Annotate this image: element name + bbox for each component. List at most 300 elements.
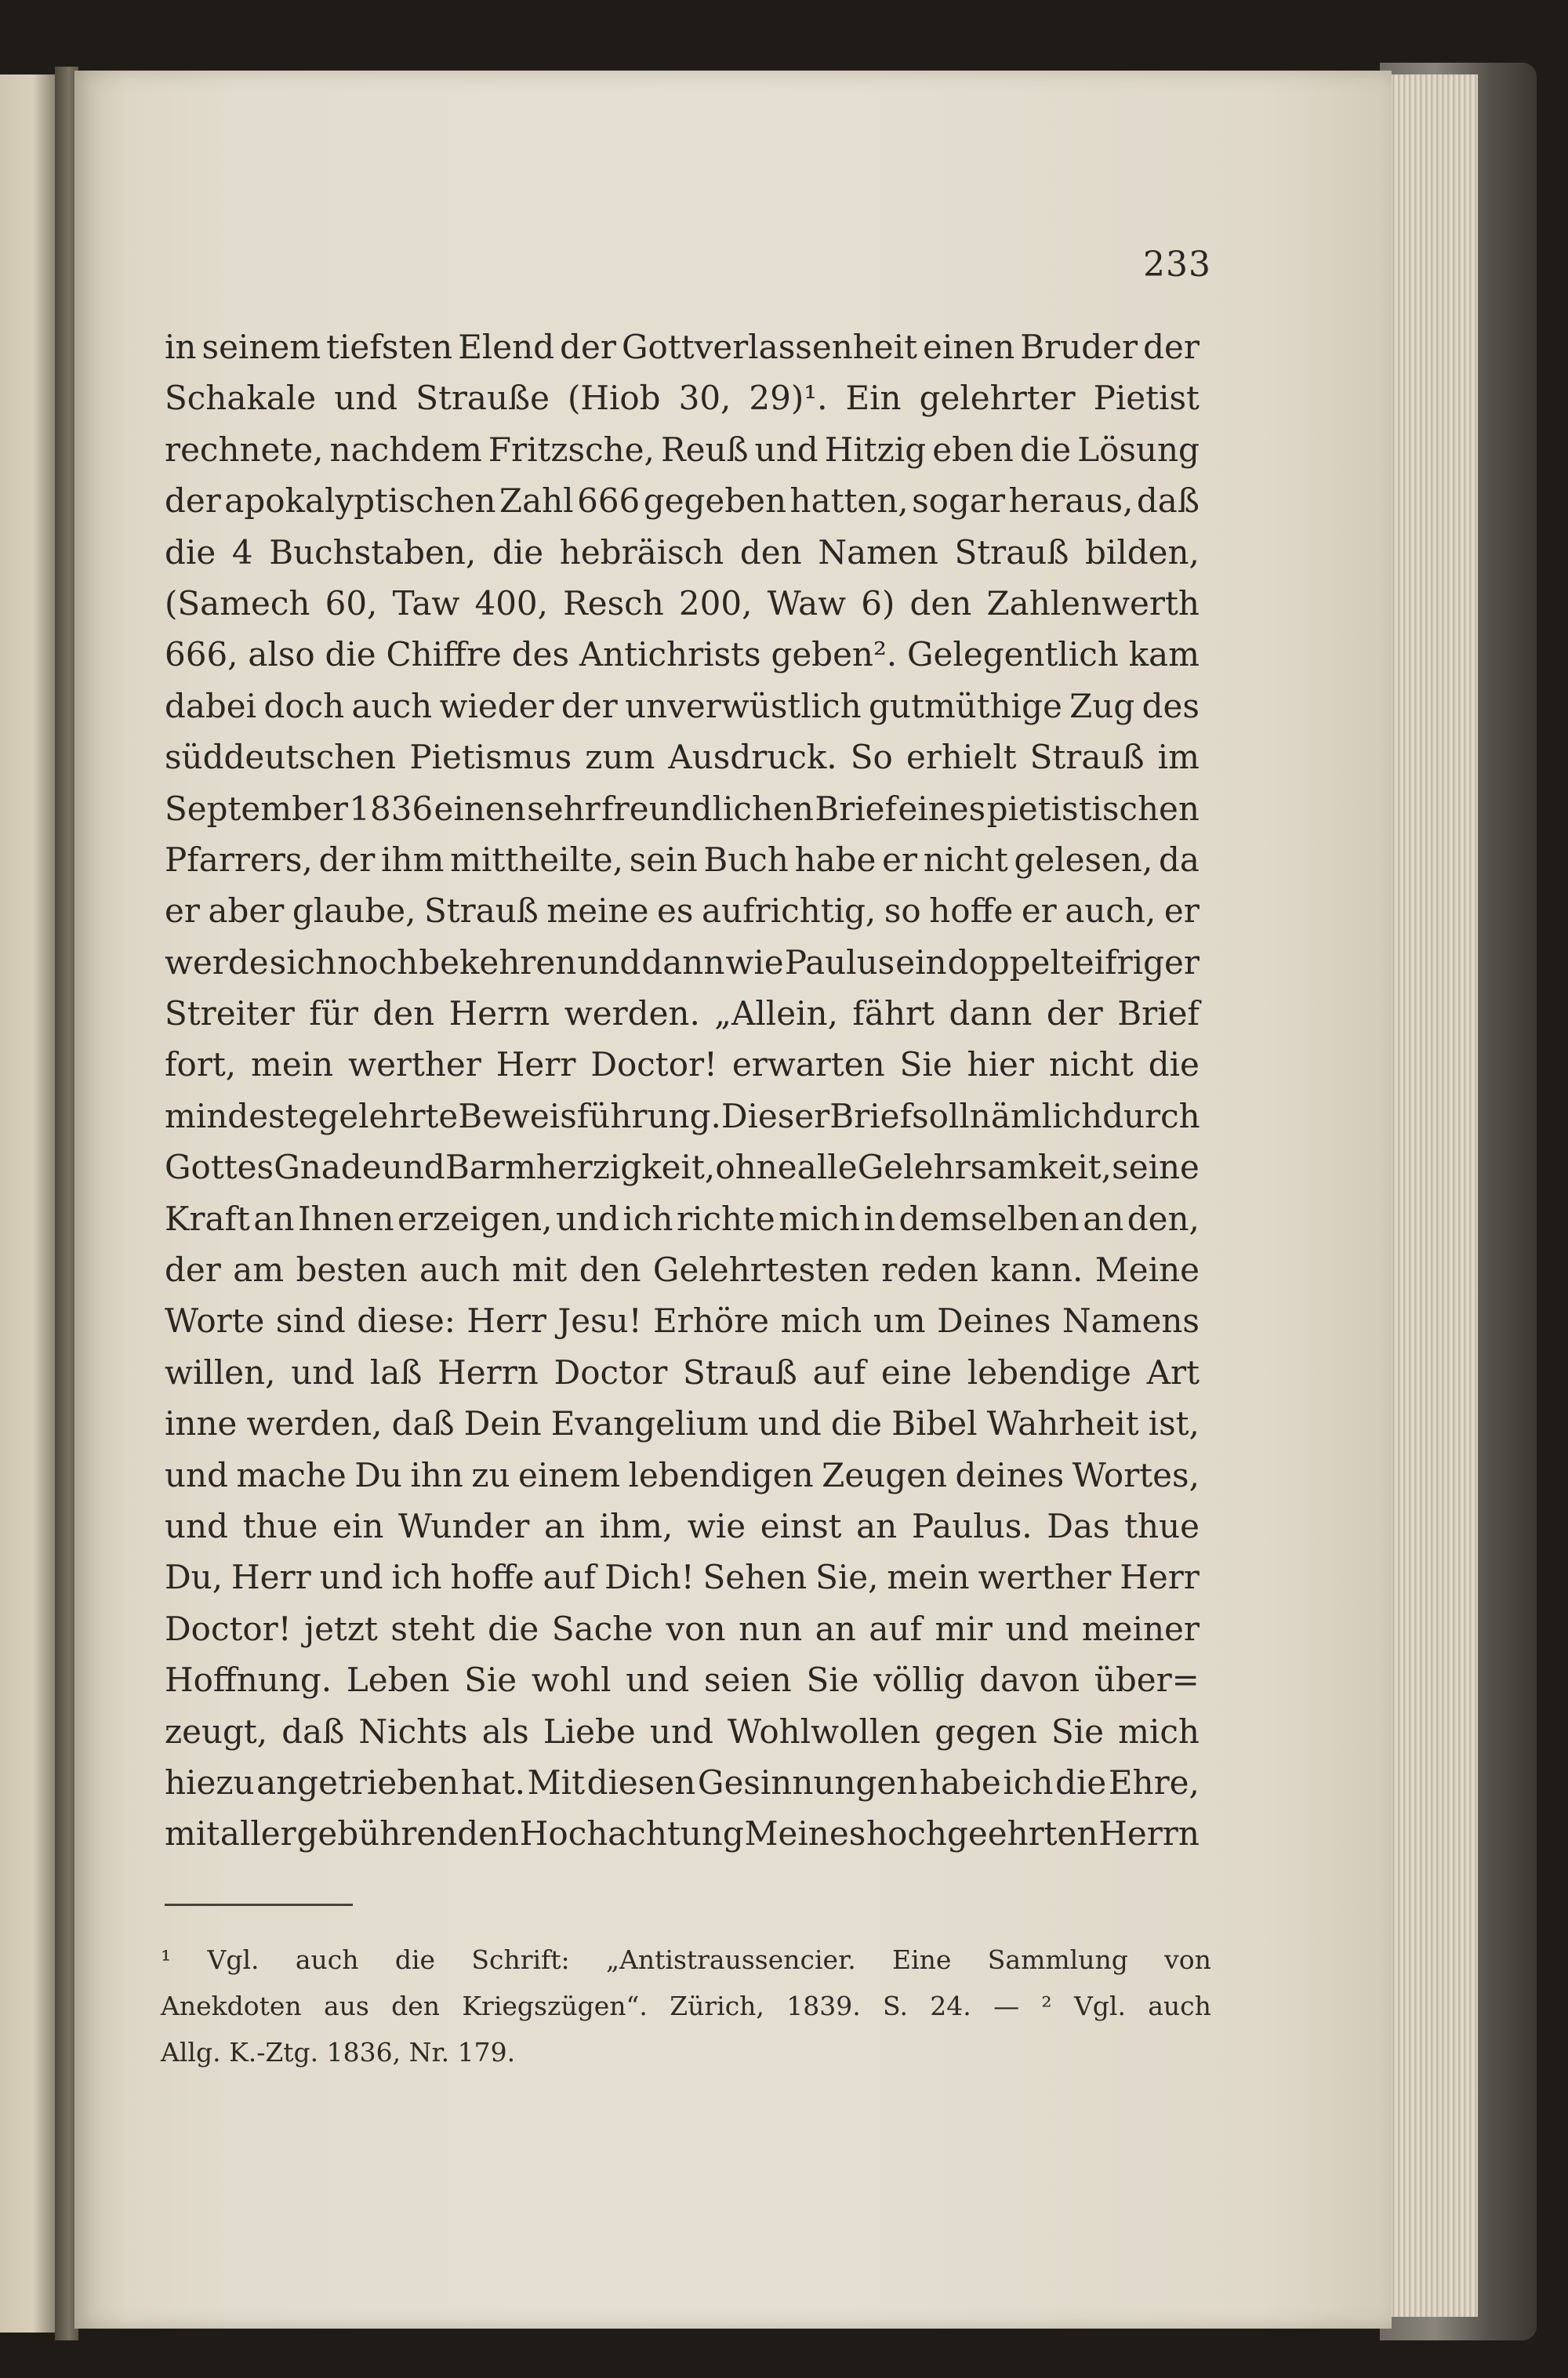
word: diesen xyxy=(586,1763,696,1802)
word: (Samech xyxy=(165,583,310,623)
word: Chiffre xyxy=(386,635,502,674)
word: der xyxy=(165,1251,221,1290)
word: kam xyxy=(1128,635,1200,674)
word: Meines xyxy=(744,1814,866,1853)
word: alle xyxy=(797,1148,858,1187)
word: erhielt xyxy=(906,738,1017,777)
word: Herrn xyxy=(448,994,550,1033)
word: thue xyxy=(242,1506,318,1545)
word: Buch xyxy=(703,840,789,879)
text-line xyxy=(165,1039,1200,1090)
text-line xyxy=(165,1142,1200,1193)
word: Sammlung xyxy=(987,1944,1128,1975)
word: Worte xyxy=(165,1302,265,1341)
word: die xyxy=(165,532,216,572)
word: ein xyxy=(895,942,947,982)
page-number: 233 xyxy=(1143,245,1211,285)
word: unverwüstlich xyxy=(625,686,862,725)
word: nicht xyxy=(923,840,1008,879)
word: Hoffnung. xyxy=(165,1661,332,1700)
word: Evangelium xyxy=(550,1404,749,1443)
text-line xyxy=(165,321,1200,372)
word: Strauß xyxy=(682,1352,797,1392)
text-line xyxy=(165,834,1200,885)
word: gelehrter xyxy=(919,379,1076,418)
text-line xyxy=(165,1398,1200,1449)
text-line xyxy=(165,1347,1200,1398)
word: 1836, xyxy=(326,2037,401,2068)
word: soll xyxy=(912,1096,970,1135)
word: noch xyxy=(337,942,419,982)
word: den xyxy=(579,1251,641,1290)
word: 400, xyxy=(474,583,548,623)
word: davon xyxy=(979,1661,1080,1700)
word: Brief xyxy=(815,789,898,828)
word: und xyxy=(577,942,641,982)
text-line xyxy=(165,1450,1200,1501)
word: mich xyxy=(1118,1712,1200,1751)
word: hoffe xyxy=(450,1558,535,1597)
word: der xyxy=(1143,328,1200,366)
word: wie xyxy=(687,1506,746,1545)
word: Pietist xyxy=(1093,379,1200,418)
word: lebendigen xyxy=(628,1455,814,1494)
word: Vgl. xyxy=(207,1944,260,1975)
word: Bruder xyxy=(1020,328,1138,366)
text-line xyxy=(165,1091,1200,1142)
text-line xyxy=(165,527,1200,578)
word: besten xyxy=(296,1251,408,1290)
word: doppelt xyxy=(947,942,1074,982)
text-line xyxy=(165,988,1200,1039)
word: Reuß xyxy=(660,430,749,469)
word: lebendige xyxy=(967,1352,1131,1392)
word: den xyxy=(909,583,972,623)
word: die xyxy=(1148,1045,1200,1084)
word: reden xyxy=(881,1251,978,1290)
word: Buchstaben, xyxy=(269,532,477,572)
word: werther xyxy=(348,1045,481,1084)
word: 666 xyxy=(577,481,641,521)
word: Art xyxy=(1146,1352,1200,1392)
footnote-line xyxy=(161,2029,1211,2075)
word: seine xyxy=(1112,1148,1200,1187)
word: ihm xyxy=(381,840,445,879)
word: sich xyxy=(269,942,337,982)
word: mein xyxy=(887,1558,970,1597)
word: er xyxy=(882,840,918,879)
word: 200, xyxy=(678,583,753,623)
word: laß xyxy=(369,1352,423,1392)
word: Sie xyxy=(1051,1712,1104,1751)
word: mich xyxy=(780,1302,862,1341)
word: also xyxy=(248,635,315,674)
word: Strauß xyxy=(954,532,1069,572)
word: am xyxy=(233,1251,285,1290)
word: die xyxy=(492,532,544,572)
word: so xyxy=(884,891,921,931)
word: gelesen, xyxy=(1014,840,1153,879)
text-line xyxy=(165,629,1200,680)
footnotes xyxy=(161,1937,1211,2075)
word: geben². xyxy=(771,635,898,674)
word: von xyxy=(666,1609,726,1648)
word: aufrichtig, xyxy=(702,891,877,931)
text-line xyxy=(165,681,1200,732)
word: werden. xyxy=(564,994,700,1033)
word: Das xyxy=(1047,1506,1110,1545)
word: Meine xyxy=(1094,1251,1200,1290)
word: Herr xyxy=(466,1302,546,1341)
word: Herr xyxy=(231,1558,311,1597)
word: die xyxy=(325,635,376,674)
word: Ein xyxy=(845,379,902,418)
word: hatten, xyxy=(789,481,909,521)
word: erwarten xyxy=(731,1045,885,1084)
text-line xyxy=(165,1808,1200,1859)
word: ich xyxy=(622,1199,673,1238)
word: auch, xyxy=(1065,891,1156,931)
word: an xyxy=(1083,1199,1124,1238)
word: Dieser xyxy=(720,1096,830,1135)
word: ich xyxy=(391,1558,442,1597)
word: einen xyxy=(923,328,1015,366)
word: auch xyxy=(1148,1991,1211,2021)
word: und xyxy=(291,1352,355,1392)
word: an xyxy=(543,1506,586,1545)
word: „Antistraussencier. xyxy=(605,1944,856,1975)
word: Kraft xyxy=(165,1199,250,1238)
word: bilden, xyxy=(1085,532,1200,572)
word: Streiter xyxy=(165,994,295,1033)
text-line xyxy=(165,475,1200,526)
word: mir xyxy=(935,1609,993,1648)
word: die xyxy=(394,1944,436,1975)
word: Mit xyxy=(527,1763,585,1802)
word: Wunder xyxy=(397,1506,530,1545)
word: Anekdoten xyxy=(161,1991,302,2021)
word: und xyxy=(754,430,818,469)
word: eine xyxy=(880,1352,953,1392)
word: Jesu! xyxy=(557,1302,642,1341)
word: 29)¹. xyxy=(749,379,828,418)
text-line xyxy=(165,1706,1200,1757)
word: Herrn xyxy=(1098,1814,1200,1853)
word: Beweisführung. xyxy=(458,1096,721,1135)
word: Doctor! xyxy=(165,1609,292,1648)
word: aus xyxy=(323,1991,369,2021)
word: Erhöre xyxy=(653,1302,770,1341)
word: Ehre, xyxy=(1108,1763,1200,1802)
word: Sie xyxy=(806,1661,859,1700)
word: den xyxy=(739,532,802,572)
word: völlig xyxy=(873,1661,965,1700)
footnote-line xyxy=(161,1937,1211,1983)
word: Sie xyxy=(464,1661,517,1700)
word: um xyxy=(873,1302,926,1341)
word: ² xyxy=(1041,1991,1052,2021)
word: Wohlwollen xyxy=(728,1712,921,1751)
word: ihm, xyxy=(599,1506,673,1545)
word: zum xyxy=(585,738,655,777)
word: und xyxy=(1005,1609,1069,1648)
word: des xyxy=(1142,686,1200,725)
word: zeugt, xyxy=(165,1712,268,1751)
word: Kriegszügen“. xyxy=(462,1991,648,2021)
word: fort, xyxy=(165,1045,237,1084)
word: 6) xyxy=(861,583,895,623)
word: über= xyxy=(1094,1661,1200,1700)
word: (Hiob xyxy=(567,379,661,418)
word: aber xyxy=(208,891,285,931)
word: ohne xyxy=(715,1148,797,1187)
word: gegeben xyxy=(643,481,787,521)
word: ist, xyxy=(1148,1404,1200,1443)
word: steht xyxy=(390,1609,475,1648)
text-line xyxy=(165,732,1200,782)
word: kann. xyxy=(990,1251,1083,1290)
word: Lösung xyxy=(1077,430,1200,469)
word: Gottes xyxy=(165,1148,274,1187)
word: er xyxy=(165,891,200,931)
word: mache xyxy=(236,1455,347,1494)
text-line xyxy=(165,1552,1200,1603)
word: nicht xyxy=(1048,1045,1134,1084)
text-line xyxy=(165,937,1200,988)
word: Barmherzigkeit, xyxy=(445,1148,716,1187)
word: Dein xyxy=(463,1404,542,1443)
word: Herrn xyxy=(437,1352,539,1392)
word: einst xyxy=(760,1506,842,1545)
word: in xyxy=(863,1199,896,1238)
word: wie xyxy=(725,942,784,982)
word: Nr. xyxy=(408,2037,450,2068)
word: fährt xyxy=(852,994,935,1033)
word: Bibel xyxy=(891,1404,978,1443)
word: K.-Ztg. xyxy=(229,2037,319,2068)
word: So xyxy=(850,738,893,777)
word: sind xyxy=(275,1302,346,1341)
word: jetzt xyxy=(304,1609,378,1648)
word: meine xyxy=(546,891,649,931)
word: und xyxy=(165,1455,228,1494)
word: sein xyxy=(629,840,698,879)
word: Du, xyxy=(165,1558,223,1597)
word: eifriger xyxy=(1074,942,1200,982)
word: daß xyxy=(391,1404,455,1443)
word: bekehren xyxy=(419,942,577,982)
word: mit xyxy=(512,1251,568,1290)
word: Taw xyxy=(392,583,460,623)
word: Dich! xyxy=(604,1558,695,1597)
word: Schrift: xyxy=(471,1944,570,1975)
word: gutmüthige xyxy=(869,686,1062,725)
word: Schakale xyxy=(165,379,317,418)
word: nämlich xyxy=(969,1096,1103,1135)
word: den xyxy=(372,994,435,1033)
word: an xyxy=(253,1199,295,1238)
word: 30, xyxy=(678,379,731,418)
word: „Allein, xyxy=(714,994,838,1033)
word: Zürich, xyxy=(670,1991,764,2021)
word: Herr xyxy=(1120,1558,1200,1597)
word: Gelegentlich xyxy=(907,635,1119,674)
word: wohl xyxy=(531,1661,612,1700)
word: den, xyxy=(1127,1199,1200,1238)
word: hochgeehrten xyxy=(866,1814,1098,1853)
word: Ihnen xyxy=(297,1199,394,1238)
word: aller xyxy=(220,1814,296,1853)
word: Paulus xyxy=(784,942,895,982)
word: Ausdruck. xyxy=(668,738,837,777)
word: und xyxy=(626,1661,690,1700)
word: und xyxy=(381,1148,445,1187)
word: Vgl. xyxy=(1073,1991,1126,2021)
word: Herr xyxy=(495,1045,576,1084)
text-line xyxy=(165,1654,1200,1705)
word: eines xyxy=(898,789,986,828)
word: demselben xyxy=(898,1199,1080,1238)
word: S. xyxy=(883,1991,908,2021)
word: Antichrists xyxy=(579,635,761,674)
word: Pfarrers, xyxy=(165,840,313,879)
word: die xyxy=(1019,430,1072,469)
word: ich xyxy=(1003,1763,1054,1802)
word: als xyxy=(481,1712,529,1751)
page-stack-edge xyxy=(1384,74,1478,2317)
word: glaube, xyxy=(292,891,416,931)
word: Zahlenwerth xyxy=(986,583,1200,623)
word: auch xyxy=(295,1944,359,1975)
word: für xyxy=(309,994,358,1033)
word: und xyxy=(319,1558,383,1597)
word: auf xyxy=(869,1609,922,1648)
word: mittheilte, xyxy=(450,840,624,879)
word: werther xyxy=(978,1558,1112,1597)
word: seien xyxy=(703,1661,792,1700)
word: er xyxy=(1163,891,1200,931)
word: Brief xyxy=(1117,994,1200,1033)
text-line xyxy=(165,885,1200,936)
word: einem xyxy=(518,1455,621,1494)
word: es xyxy=(657,891,694,931)
word: Gnade xyxy=(274,1148,382,1187)
word: 1839. xyxy=(786,1991,861,2021)
word: Liebe xyxy=(543,1712,636,1751)
word: meiner xyxy=(1081,1609,1200,1648)
word: sehr xyxy=(527,789,601,828)
word: Doctor! xyxy=(590,1045,717,1084)
word: Hitzig xyxy=(824,430,927,469)
word: hebräisch xyxy=(559,532,724,572)
word: auch xyxy=(419,1251,500,1290)
text-line xyxy=(165,372,1200,423)
text-line xyxy=(165,1603,1200,1654)
word: ihn xyxy=(410,1455,463,1494)
word: die xyxy=(830,1404,883,1443)
word: und xyxy=(165,1506,228,1545)
word: Sie, xyxy=(815,1558,879,1597)
word: Namens xyxy=(1062,1302,1200,1341)
word: Fritzsche, xyxy=(488,430,655,469)
word: Eine xyxy=(892,1944,952,1975)
word: thue xyxy=(1124,1506,1200,1545)
word: Du xyxy=(354,1455,402,1494)
word: ein xyxy=(332,1506,384,1545)
word: habe xyxy=(919,1763,1001,1802)
word: der xyxy=(561,686,618,725)
word: ¹ xyxy=(161,1944,172,1975)
word: Paulus. xyxy=(911,1506,1033,1545)
word: Gottverlassenheit xyxy=(622,328,917,366)
word: der xyxy=(165,481,221,521)
word: daß xyxy=(281,1712,345,1751)
word: den xyxy=(391,1991,441,2021)
word: 60, xyxy=(325,583,378,623)
word: habe xyxy=(794,840,877,879)
word: Hochachtung xyxy=(519,1814,744,1853)
word: auf xyxy=(812,1352,866,1392)
word: im xyxy=(1157,738,1200,777)
word: Zug xyxy=(1069,686,1135,725)
word: und xyxy=(649,1712,713,1751)
word: hat. xyxy=(460,1763,525,1802)
word: Nichts xyxy=(358,1712,468,1751)
word: hiezu xyxy=(165,1763,255,1802)
word: 666, xyxy=(165,635,238,674)
word: Sehen xyxy=(702,1558,808,1597)
word: apokalyptischen xyxy=(224,481,496,521)
word: die xyxy=(1055,1763,1107,1802)
word: diese: xyxy=(357,1302,456,1341)
body-text xyxy=(165,321,1200,1860)
word: 4 xyxy=(231,532,253,572)
word: wieder xyxy=(439,686,554,725)
word: Deines xyxy=(937,1302,1051,1341)
word: Strauß xyxy=(1029,738,1145,777)
word: der xyxy=(1046,994,1103,1033)
word: hoffe xyxy=(929,891,1014,931)
word: gebührenden xyxy=(296,1814,520,1853)
word: da xyxy=(1159,840,1200,879)
word: von xyxy=(1164,1944,1211,1975)
word: Wortes, xyxy=(1072,1455,1200,1494)
word: — xyxy=(993,1991,1020,2021)
word: Waw xyxy=(767,583,847,623)
word: Gelehrsamkeit, xyxy=(857,1148,1112,1187)
word: dann xyxy=(641,942,725,982)
word: durch xyxy=(1102,1096,1200,1135)
text-line xyxy=(165,783,1200,834)
word: Gesinnungen xyxy=(697,1763,918,1802)
word: 1836 xyxy=(349,789,434,828)
word: auch xyxy=(351,686,433,725)
word: zu xyxy=(471,1455,510,1494)
word: Zahl xyxy=(499,481,574,521)
word: die xyxy=(488,1609,539,1648)
text-line xyxy=(165,1757,1200,1808)
word: freundlichen xyxy=(601,789,814,828)
word: werden, xyxy=(246,1404,383,1443)
text-line xyxy=(165,578,1200,629)
word: deines xyxy=(955,1455,1065,1494)
word: mein xyxy=(251,1045,334,1084)
word: und xyxy=(334,379,398,418)
word: hier xyxy=(967,1045,1034,1084)
text-line xyxy=(165,1501,1200,1552)
word: nachdem xyxy=(329,430,482,469)
word: 24. xyxy=(930,1991,971,2021)
